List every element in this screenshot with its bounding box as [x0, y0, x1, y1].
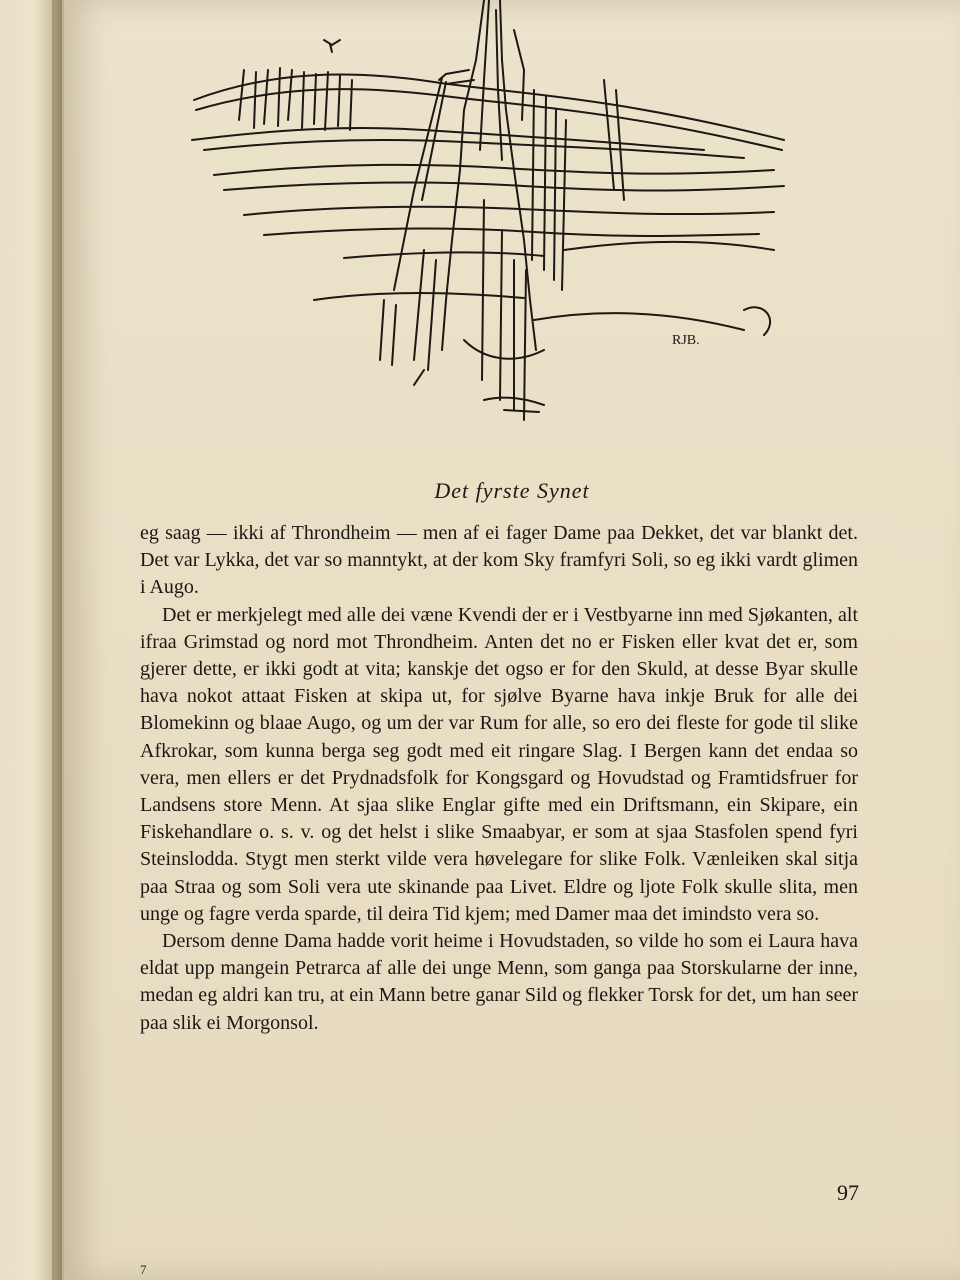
book-page [64, 0, 960, 1280]
ink-sketch-figure-icon [184, 0, 794, 430]
sketch-signature: RJB. [672, 333, 700, 348]
chapter-title: Det fyrste Synet [434, 478, 590, 503]
sketch-drawing [184, 0, 794, 430]
paragraph: Det er merkjelegt med alle dei væne Kvendi der er i Vestbyarne inn med Sjøkanten, alt ifraa Grimstad og nord mot Throndheim. Anten det no er Fisken eller kvat det er, som gjerer dette, er ikki godt at vita; kanskje det ogso er for den Skuld, at desse Byar skulle hava nokot attaat Fisken at skipa ut, for sjølve Byarne hava inkje Bruk for alle dei Blomekinn og blaae Augo, og um der var Rum for alle, so ero dei fleste for gode til slike Afkrokar, som kunna berga seg godt med eit ringare Slag. I Bergen kann det endaa so vera, men ellers er det Prydnadsfolk for Kongsgard og Hovudstad og Framtidsfruer for Landsens store Menn. At sjaa slike Englar gifte med ein Driftsmann, ein Skipare, ein Fiskehandlare o. s. v. og det helst i slike Smaabyar, er som at sjaa Stasfolen spend fyri Steinslodda. Stygt men sterkt vilde vera høvelegare for slike Folk. Vænleiken skal sitja paa Straa og som Soli vera ute skinande paa Livet. Eldre og ljote Folk skulle slita, men unge og fagre verda sparde, til deira Tid kjem; med Damer maa det imindsto vera so. [140, 603, 858, 925]
signature-mark: 7 [140, 1262, 147, 1277]
paragraph: eg saag — ikki af Throndheim — men af ei fager Dame paa Dekket, det var blankt det. Det var Lykka, det var so manntykt, at der kom Sky framfyri Soli, so eg ikki vardt glimen i Augo. [140, 522, 858, 599]
paragraph: Dersom denne Dama hadde vorit heime i Hovudstaden, so vilde ho som ei Laura hava eldat upp mangein Petrarca af alle dei unge Menn, som ganga paa Storskularne der inne, medan eg aldri kan tru, at ein Mann betre ganar Sild og flekker Torsk for det, um han seer paa slik ei Morgonsol. [140, 930, 858, 1034]
page-number: 97 [837, 1180, 859, 1205]
body-text [140, 520, 858, 1037]
